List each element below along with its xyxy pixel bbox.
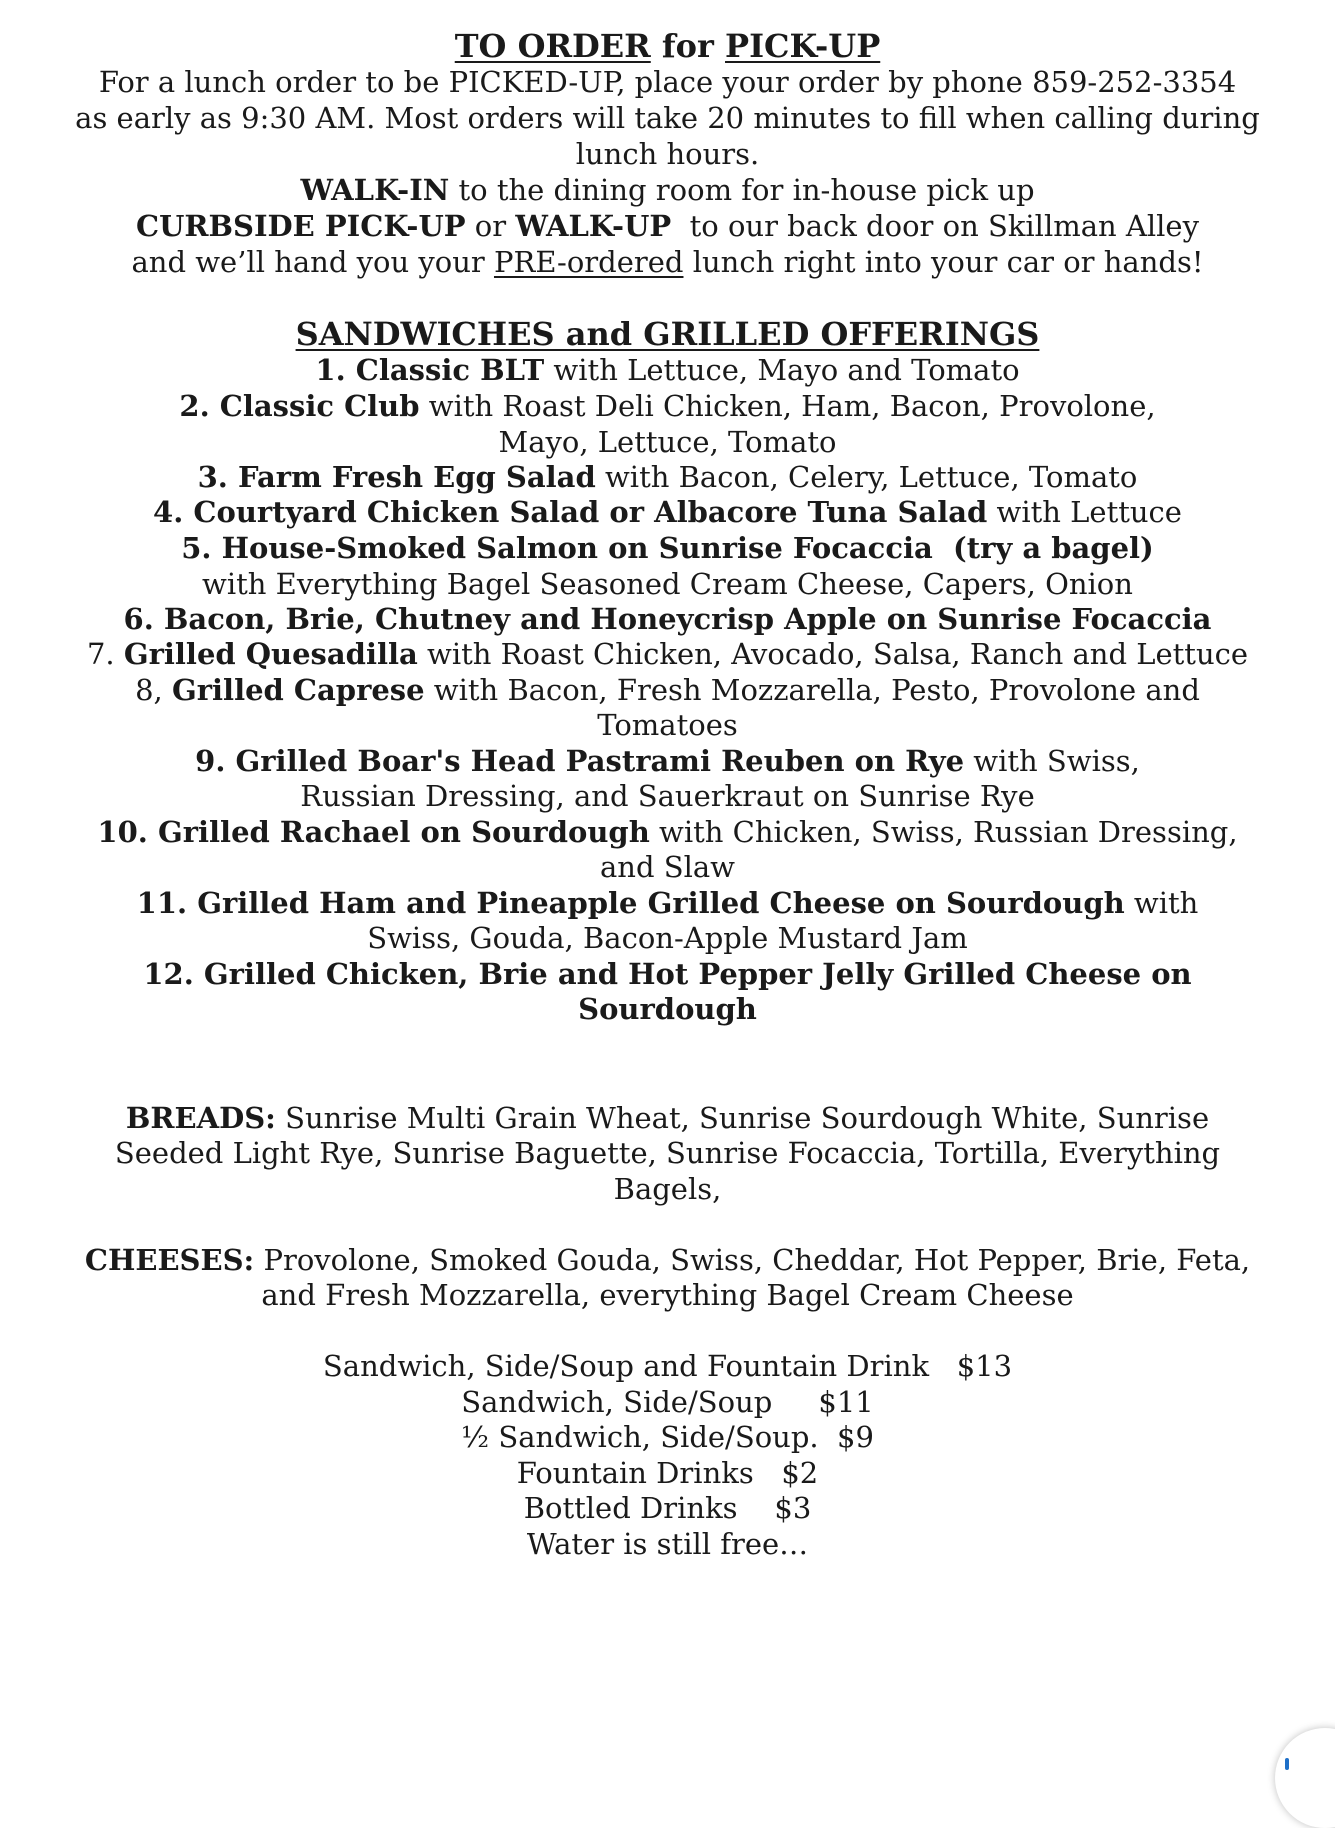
breads-line-2: Seeded Light Rye, Sunrise Baguette, Sunrise Focaccia, Tortilla, Everything xyxy=(114,1136,1221,1170)
sandwich-item-number: 7. xyxy=(86,637,124,671)
sandwich-item-desc: with Chicken, Swiss, Russian Dressing, xyxy=(649,815,1238,849)
breads-text: Sunrise Multi Grain Wheat, Sunrise Sourdough White, Sunrise xyxy=(275,1101,1210,1135)
sandwich-item-desc: with Lettuce xyxy=(987,495,1182,529)
pickup-heading xyxy=(0,26,1335,66)
sandwich-item-name: 4. Courtyard Chicken Salad or Albacore Tuna Salad xyxy=(153,495,988,529)
sandwich-item-desc: with Roast Deli Chicken, Ham, Bacon, Provolone, xyxy=(419,389,1156,423)
cheeses-line-2: and Fresh Mozzarella, everything Bagel Cream Cheese xyxy=(261,1278,1074,1312)
sandwich-item-name: 1. Classic BLT xyxy=(315,353,545,387)
sandwich-item-3 xyxy=(0,457,1335,497)
sandwich-item-6 xyxy=(0,599,1335,639)
cheeses-text: Provolone, Smoked Gouda, Swiss, Cheddar, Hot Pepper, Brie, Feta, xyxy=(254,1243,1251,1277)
curbside-line xyxy=(0,206,1335,246)
walkin-line xyxy=(0,170,1335,210)
sandwich-item-11 xyxy=(0,883,1335,923)
walkin-label: WALK-IN xyxy=(300,173,450,207)
sandwich-item-9-cont: Russian Dressing, and Sauerkraut on Sunrise Rye xyxy=(300,779,1035,813)
pickup-line-3: lunch hours. xyxy=(575,137,760,171)
sandwich-item-11-cont: Swiss, Gouda, Bacon-Apple Mustard Jam xyxy=(367,921,968,955)
sandwich-item-desc: with Roast Chicken, Avocado, Salsa, Ranch and Lettuce xyxy=(417,637,1249,671)
walkup-label: WALK-UP xyxy=(515,209,672,243)
floating-action-button[interactable] xyxy=(1275,1728,1335,1828)
chat-icon xyxy=(1285,1758,1289,1770)
sandwiches-heading: SANDWICHES and GRILLED OFFERINGS xyxy=(295,315,1040,353)
sandwich-item-5 xyxy=(0,528,1335,568)
sandwich-item-4 xyxy=(0,492,1335,532)
sandwich-item-2-cont: Mayo, Lettuce, Tomato xyxy=(498,425,837,459)
water-note: Water is still free… xyxy=(526,1527,809,1561)
sandwich-item-12 xyxy=(0,954,1335,994)
pickup-heading-pickup: PICK-UP xyxy=(725,27,881,65)
walkin-text: to the dining room for in-house pick up xyxy=(449,173,1035,207)
pickup-line-2: as early as 9:30 AM. Most orders will take 20 minutes to fill when calling during xyxy=(75,101,1260,135)
pickup-heading-for: for xyxy=(650,27,726,65)
sandwich-item-name: 12. Grilled Chicken, Brie and Hot Pepper Jelly Grilled Cheese on xyxy=(143,957,1192,991)
sandwich-item-desc: with Swiss, xyxy=(964,744,1140,778)
pickup-heading-to-order: TO ORDER xyxy=(454,27,651,65)
sandwich-item-10 xyxy=(0,812,1335,852)
sandwich-item-5-cont: with Everything Bagel Seasoned Cream Cheese, Capers, Onion xyxy=(202,567,1133,601)
curbside-label: CURBSIDE PICK-UP xyxy=(136,209,466,243)
breads-line-1 xyxy=(0,1098,1335,1138)
cheeses-line-1 xyxy=(0,1240,1335,1280)
breads-line-3: Bagels, xyxy=(613,1172,722,1206)
sandwich-item-2 xyxy=(0,386,1335,426)
price-half-sandwich: ½ Sandwich, Side/Soup. $9 xyxy=(461,1420,874,1454)
hand-text-post: lunch right into your car or hands! xyxy=(683,245,1204,279)
sandwich-item-name: 3. Farm Fresh Egg Salad xyxy=(197,460,596,494)
sandwich-item-desc: with Bacon, Fresh Mozzarella, Pesto, Provolone and xyxy=(424,673,1200,707)
sandwich-item-8-cont: Tomatoes xyxy=(597,708,738,742)
sandwich-item-10-cont: and Slaw xyxy=(599,850,735,884)
sandwich-item-9 xyxy=(0,741,1335,781)
sandwich-item-name: 10. Grilled Rachael on Sourdough xyxy=(97,815,650,849)
sandwich-item-name: 5. House-Smoked Salmon on Sunrise Focaccia (try a bagel) xyxy=(181,531,1154,565)
sandwich-item-12-cont: Sourdough xyxy=(578,992,757,1026)
breads-label: BREADS: xyxy=(125,1101,276,1135)
sandwich-item-1 xyxy=(0,350,1335,390)
sandwich-item-name: 9. Grilled Boar's Head Pastrami Reuben on Rye xyxy=(195,744,965,778)
sandwich-item-7 xyxy=(0,634,1335,674)
sandwich-item-desc: with Bacon, Celery, Lettuce, Tomato xyxy=(595,460,1138,494)
hand-line xyxy=(0,242,1335,282)
sandwich-item-number: 8, xyxy=(135,673,172,707)
sandwich-item-name: Grilled Quesadilla xyxy=(123,637,418,671)
price-fountain-drinks: Fountain Drinks $2 xyxy=(516,1456,819,1490)
sandwich-item-name: 6. Bacon, Brie, Chutney and Honeycrisp Apple on Sunrise Focaccia xyxy=(123,602,1212,636)
sandwich-item-name: 11. Grilled Ham and Pineapple Grilled Cheese on Sourdough xyxy=(136,886,1125,920)
curbside-text: to our back door on Skillman Alley xyxy=(671,209,1199,243)
sandwich-item-name: 2. Classic Club xyxy=(179,389,420,423)
pickup-line-1: For a lunch order to be PICKED-UP, place your order by phone 859-252-3354 xyxy=(98,65,1237,99)
sandwich-item-8 xyxy=(0,670,1335,710)
hand-text-preordered: PRE-ordered xyxy=(493,245,684,279)
cheeses-label: CHEESES: xyxy=(84,1243,255,1277)
sandwich-item-name: Grilled Caprese xyxy=(172,673,425,707)
price-bottled-drinks: Bottled Drinks $3 xyxy=(523,1491,812,1525)
sandwich-item-desc: with xyxy=(1124,886,1199,920)
price-combo-full: Sandwich, Side/Soup and Fountain Drink $13 xyxy=(322,1349,1013,1383)
hand-text-pre: and we’ll hand you your xyxy=(131,245,494,279)
curbside-or: or xyxy=(465,209,516,243)
sandwich-item-desc: with Lettuce, Mayo and Tomato xyxy=(544,353,1020,387)
price-combo-side: Sandwich, Side/Soup $11 xyxy=(461,1385,874,1419)
